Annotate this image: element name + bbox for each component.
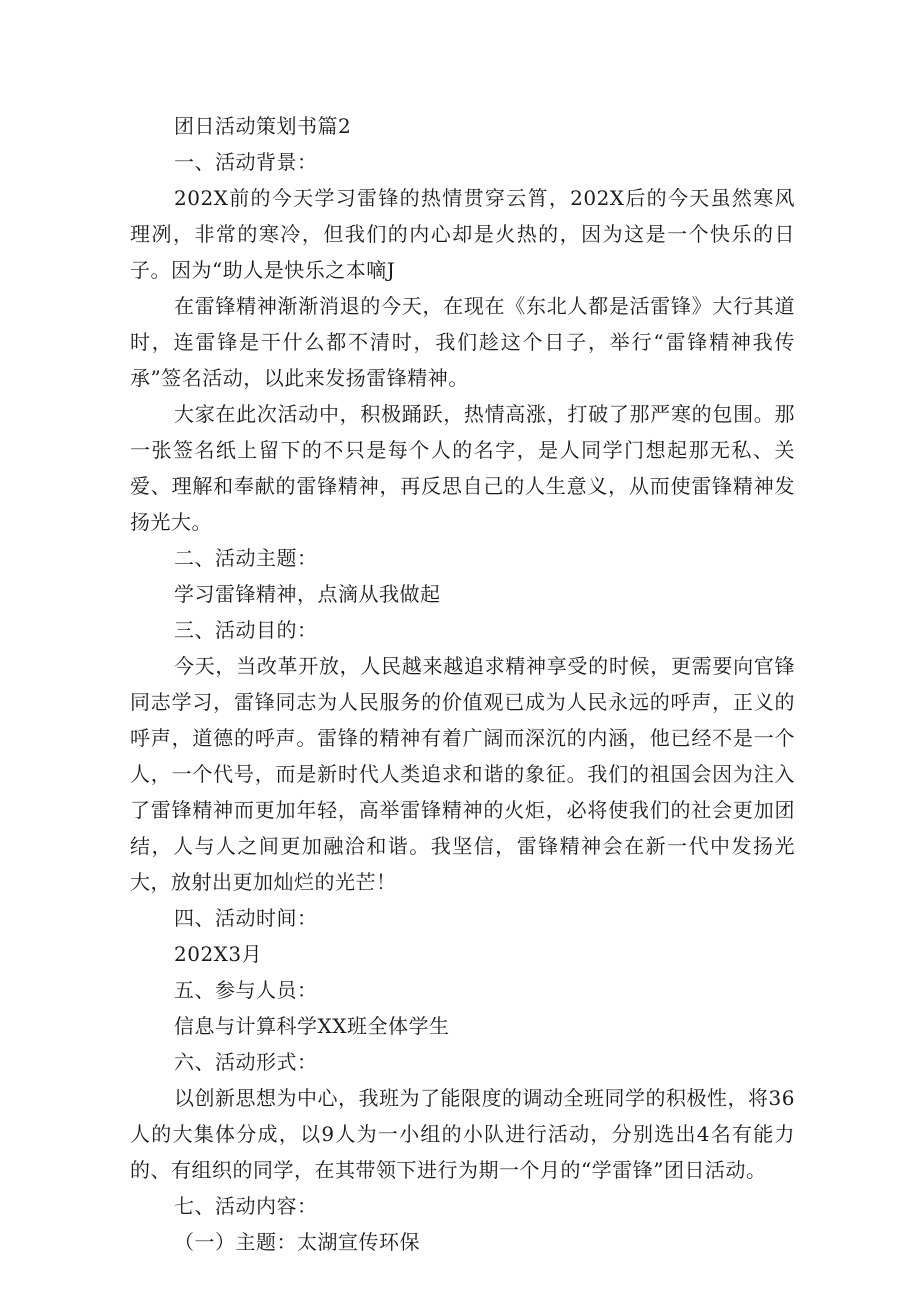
paragraph-time: 202X3月 [174,942,263,966]
paragraph-theme: 学习雷锋精神，点滴从我做起 [174,582,441,606]
section-heading-content: 七、活动内容： [174,1194,318,1218]
section-heading-time: 四、活动时间： [174,906,318,930]
document-title: 团日活动策划书篇2 [174,114,352,138]
subsection-heading-lake: （一）主题：太湖宣传环保 [174,1230,420,1254]
section-heading-purpose: 三、活动目的： [174,618,318,642]
paragraph-format: 以创新思想为中心，我班为了能限度的调动全班同学的积极性，将36人的大集体分成，以9人为一小组的小队进行活动，分别选出4名有能力的、有组织的同学，在其带领下进行为期一个月的“学雷锋”团日活动。 [130,1086,795,1182]
paragraph-background-1: 202X前的今天学习雷锋的热情贯穿云筲，202X后的今天虽然寒风理冽，非常的寒冷，但我们的内心却是火热的，因为这是一个快乐的日子。因为“助人是快乐之本嘀J [130,186,795,282]
section-heading-background: 一、活动背景： [174,150,318,174]
section-heading-theme: 二、活动主题： [174,546,318,570]
paragraph-purpose: 今天，当改革开放，人民越来越追求精神享受的时候，更需要向官锋同志学习，雷锋同志为人民服务的价值观已成为人民永远的呼声，正义的呼声，道德的呼声。雷锋的精神有着广阔而深沉的内涵，他已经不是一个人，一个代号，而是新时代人类追求和谐的象征。我们的祖国会因为注入了雷锋精神而更加年轻，高举雷锋精神的火炬，必将使我们的社会更加团结，人与人之间更加融洽和谐。我坚信，雷锋精神会在新一代中发扬光大，放射出更加灿烂的光芒！ [130,654,795,894]
paragraph-background-3: 大家在此次活动中，积极踊跃，热情高涨，打破了那严寒的包围。那一张签名纸上留下的不只是每个人的名字，是人同学门想起那无私、关爱、理解和奉献的雷锋精神，再反思自己的人生意义，从而使雷锋精神发扬光大。 [130,402,795,534]
section-heading-format: 六、活动形式： [174,1050,318,1074]
paragraph-participants: 信息与计算科学XX班全体学生 [174,1014,450,1038]
section-heading-participants: 五、参与人员： [174,978,318,1002]
document-page [130,108,795,1260]
paragraph-background-2: 在雷锋精神渐渐消退的今天，在现在《东北人都是活雷锋》大行其道时，连雷锋是干什么都不清时，我们趁这个日子，举行“雷锋精神我传承”签名活动，以此来发扬雷锋精神。 [130,294,795,390]
